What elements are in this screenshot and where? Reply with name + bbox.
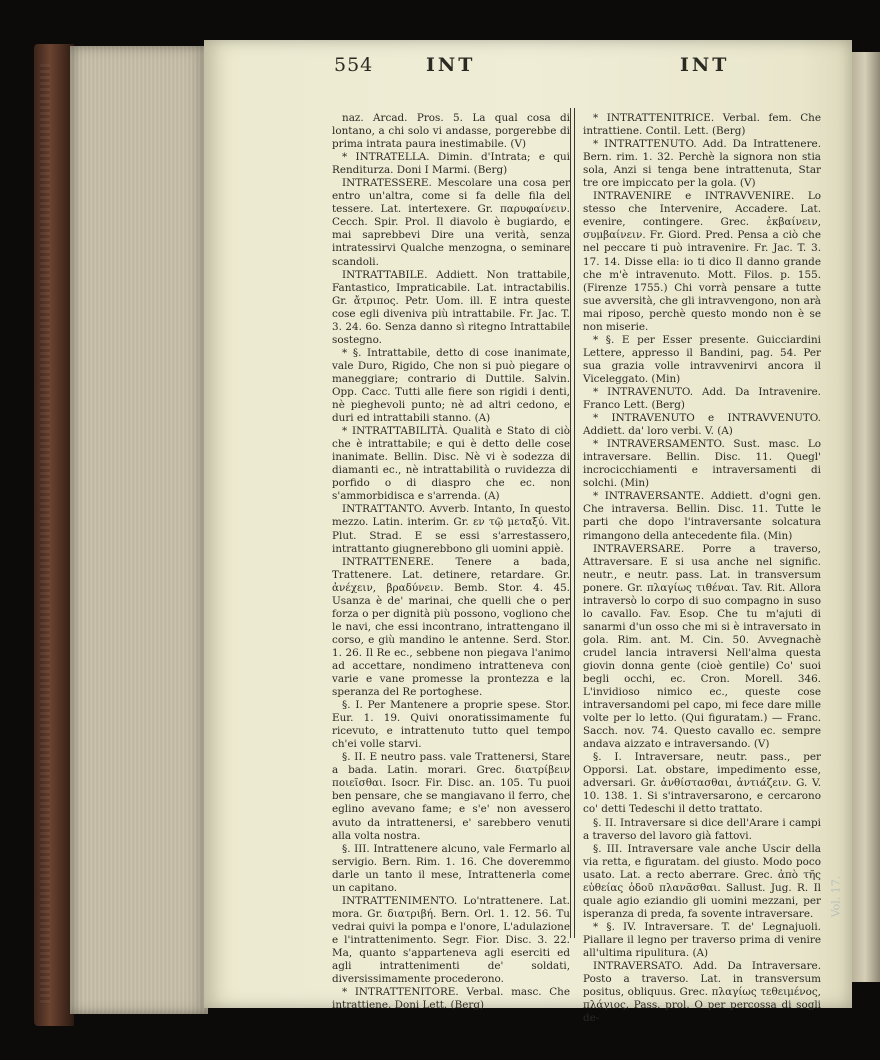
dictionary-entry: * INTRATTENITRICE. Verbal. fem. Che intrattiene. Contil. Lett. (Berg) [583,112,821,138]
margin-stamp: Vol. 17. [829,875,843,918]
dictionary-entry: INTRAVENIRE e INTRAVVENIRE. Lo stesso che Intervenire, Accadere. Lat. evenire, contingere. Grec. ἐκβαίνειν, συμβαίνειν. Fr. Giord. Pred. Pensa a ciò che nel peccare ti può intravenire. Fr. Jac. T. 3. 17. 14. Disse ella: io ti dico Il danno grande che m'è intravenuto. Mott. Filos. p. 155. (Firenze 1755.) Chi vorrà pensare a tutte sue avversità, che gli intravvengono, non arà mai riposo, perchè questo mondo non è se non miserie. [583,190,821,333]
dictionary-entry: §. I. Intraversare, neutr. pass., per Opporsi. Lat. obstare, impedimento esse, adversari. Gr. ἀνθίστασθαι, ἀντιάζειν. G. V. 10. 138. 1. Si s'intraversarono, e cercarono co' detti Tedeschi il detto trattato. [583,751,821,816]
dictionary-entry: * INTRAVERSAMENTO. Sust. masc. Lo intraversare. Bellin. Disc. 11. Quegl' incrocicchiamenti e intraversamenti di solchi. (Min) [583,438,821,490]
dictionary-entry: * INTRATELLA. Dimin. d'Intrata; e qui Renditurza. Doni I Marmi. (Berg) [332,151,570,177]
dictionary-entry: INTRAVERSARE. Porre a traverso, Attraversare. E si usa anche nel signific. neutr., e neutr. pass. Lat. in transversum ponere. Gr. πλαγίως τιθέναι. Tav. Rit. Allora intraversò lo corpo di suo compagno in suso lo cavallo. Fav. Esop. Che tu m'ajuti di sanarmi d'un osso che mi si è intraversato in gola. Rim. ant. M. Cin. 50. Avvegnachè crudel lancia intraversi Nell'alma questa giovin donna gente (cioè gentile) Co' suoi begli occhi, ec. Cron. Morell. 346. L'invidioso nimico ec., queste cose intraversandomi pel capo, mi fece dare mille volte per lo letto. (Qui figuratam.) — Franc. Sacch. nov. 74. Questo cavallo ec. sempre andava aizzato e intraversando. (V) [583,542,821,751]
dictionary-entry: §. II. E neutro pass. vale Trattenersi, Stare a bada. Latin. morari. Grec. διατρίβειν ποιεῖσθαι. Isocr. Fir. Disc. an. 105. Tu puoi ben pensare, che se mangiavano il ferro, che eglino avevano fame; e s'e' non avessero avuto da intrattenersi, e' sarebbero venuti alla volta nostra. [332,751,570,842]
right-page-edge [850,52,880,982]
dictionary-entry: §. I. Per Mantenere a proprie spese. Stor. Eur. 1. 19. Quivi onoratissimamente fu ricevuto, e intrattenuto tutto quel tempo ch'ei volle starvi. [332,699,570,751]
dictionary-entry: * INTRATTENUTO. Add. Da Intrattenere. Bern. rim. 1. 32. Perchè la signora non stia sola, Anzi si tenga bene intrattenuta, Star tre ore impiccato per la gola. (V) [583,138,821,190]
column-right [583,112,821,1025]
dictionary-entry: §. III. Intrattenere alcuno, vale Fermarlo al servigio. Bern. Rim. 1. 16. Che doveremmo darle un tanto il mese, Intrattenerla come un capitano. [332,842,570,894]
running-header [334,54,834,84]
dictionary-entry: naz. Arcad. Pros. 5. La qual cosa di lontano, a chi solo vi andasse, porgerebbe di prima intrata paura inestimabile. (V) [332,112,570,151]
dictionary-entry: * INTRATTENITORE. Verbal. masc. Che intrattiene. Doni Lett. (Berg) [332,986,570,1012]
dictionary-entry: * INTRAVENUTO e INTRAVVENUTO. Addiett. da' loro verbi. V. (A) [583,412,821,438]
right-headword: INT [680,54,730,76]
dictionary-entry: §. III. Intraversare vale anche Uscir della via retta, e figuratam. del giusto. Modo poco usato. Lat. a recto aberrare. Grec. ἀπὸ τῆς εὐθείας ὁδοῦ πλανᾶσθαι. Sallust. Jug. R. Il quale agio eziandio gli uomini mezzani, per isperanza di preda, fa sovente intraversare. [583,842,821,920]
dictionary-entry: INTRATTENERE. Tenere a bada, Trattenere. Lat. detinere, retardare. Gr. ἀνέχειν, βραδύνειν. Bemb. Stor. 4. 45. Usanza è de' marinai, che quelli che o per forza o per dignità più possono, vogliono che le navi, che essi incontrano, intrattengano il corso, e giù mandino le antenne. Serd. Stor. 1. 26. Il Re ec., sebbene non piegava l'animo ad accettare, nondimeno intratteneva con varie e vane promesse la prontezza e la speranza del Re portoghese. [332,555,570,699]
dictionary-entry: * INTRAVENUTO. Add. Da Intravenire. Franco Lett. (Berg) [583,385,821,412]
dictionary-entry: * INTRAVERSANTE. Addiett. d'ogni gen. Che intraversa. Bellin. Disc. 11. Tutte le parti che dopo l'intraversante solcatura rimangono della antecedente fila. (Min) [583,490,821,542]
dictionary-entry: * §. IV. Intraversare. T. de' Legnajuoli. Piallare il legno per traverso prima di venire all'ultima ripulitura. (A) [583,920,821,959]
column-left [332,112,570,1012]
page-edges [70,46,208,1014]
dictionary-entry: * §. E per Esser presente. Guicciardini Lettere, appresso il Bandini, pag. 54. Per sua grazia volle intravvenirvi ancora il Viceleggato. (Min) [583,333,821,385]
book-cover-spine [34,44,74,1026]
dictionary-entry: * INTRATTABILITÀ. Qualità e Stato di ciò che è intrattabile; e qui è detto delle cose inanimate. Bellin. Disc. Nè vi è sodezza di diamanti ec., nè intrattabilità o ruvidezza di porfido o di diaspro che ec. non s'ammorbidisca e s'arrenda. (A) [332,425,570,503]
dictionary-entry: §. II. Intraversare si dice dell'Arare i campi a traverso del lavoro già fattovi. [583,816,821,842]
page-number: 554 [334,54,374,76]
dictionary-entry: * §. Intrattabile, detto di cose inanimate, vale Duro, Rigido, Che non si può piegare o maneggiare; contrario di Duttile. Salvin. Opp. Cacc. Tutti alle fiere son rigidi i denti, nè pieghevoli punto; nè ad altri cedono, e duri ed intrattabili stanno. (A) [332,346,570,425]
dictionary-entry: INTRATTANTO. Avverb. Intanto, In questo mezzo. Latin. interim. Gr. εν τῷ μεταξύ. Vit. Plut. Strad. E se essi s'arrestassero, intrattanto giugnerebbono gli uomini appiè. [332,503,570,555]
dictionary-entry: INTRATESSERE. Mescolare una cosa per entro un'altra, come si fa delle fila del tessere. Lat. intertexere. Gr. παρυφαίνειν. Cecch. Spir. Prol. Il diavolo è bugiardo, e mai saprebbevi Dire una verità, senza intratessirvi Qualche menzogna, o seminare scandoli. [332,177,570,268]
column-divider [570,108,575,938]
dictionary-entry: INTRATTENIMENTO. Lo'ntrattenere. Lat. mora. Gr. διατριβή. Bern. Orl. 1. 12. 56. Tu vedrai quivi la pompa e l'onore, L'adulazione e l'intrattenimento. Segr. Fior. Disc. 3. 22. Ma, quanto s'apparteneva agli eserciti ed agli intrattenimenti de' soldati, diversissimamente procederono. [332,894,570,986]
dictionary-entry: INTRAVERSATO. Add. Da Intraversare. Posto a traverso. Lat. in transversum positus, obliquus. Grec. πλαγίως τεθειμένος, πλάγιος. Pass. prol. O per percossa di sogli de- [583,960,821,1025]
dictionary-entry: INTRATTABILE. Addiett. Non trattabile, Fantastico, Impraticabile. Lat. intractabilis. Gr. ἄτριπος. Petr. Uom. ill. E intra queste cose egli diveniva più intrattabile. Fr. Jac. T. 3. 24. 6o. Senza danno sì ritegno Intrattabile sostegno. [332,268,570,346]
left-headword: INT [426,54,476,76]
